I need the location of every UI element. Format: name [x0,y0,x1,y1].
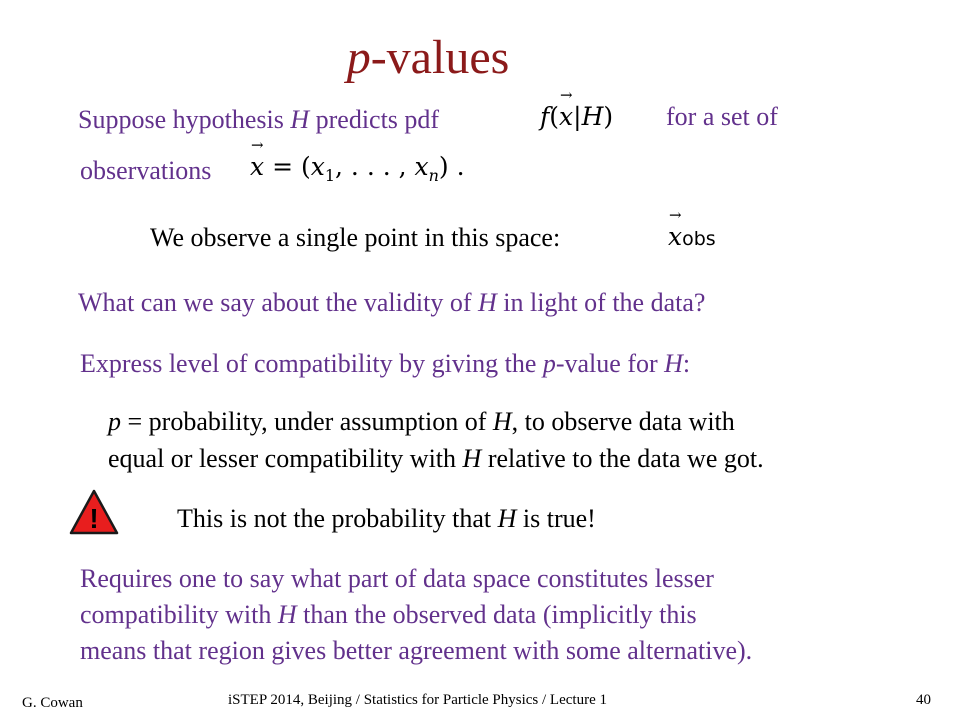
line-observations: observations [80,156,212,185]
line1-trailing: for a set of [666,102,778,131]
express-after: : [682,349,691,378]
pdf-h: H [581,102,604,131]
express-line [80,349,690,379]
requires-line-1: Requires one to say what part of data space constitutes lesser [80,564,714,593]
line-suppose [78,105,439,135]
requires-line-2 [80,600,697,630]
def-p: p [108,407,121,436]
pdf-bar: | [573,102,582,131]
obs-subn: n [428,166,439,185]
warning-line [177,504,596,534]
obs-x1: x [310,152,325,181]
formula-x-obs [668,222,716,251]
req-l2-after: than the observed data (implicitly this [296,600,697,629]
warning-after: is true! [516,504,596,533]
express-before: Express level of compatibility by giving the [80,349,543,378]
footer-course: iSTEP 2014, Beijing / Statistics for Particle Physics / Lecture 1 [228,692,607,708]
def-l2-before: equal or lesser compatibility with [108,444,463,473]
obs-period: . [456,152,465,181]
title-p: p [346,31,371,84]
express-p: p [542,349,556,378]
footer-author: G. Cowan [22,695,83,711]
def-l1-mid: = probability, under assumption of [121,407,493,436]
pdf-close: ) [603,102,614,131]
footer-page-number: 40 [916,692,931,708]
definition-line-1 [108,407,735,437]
xobs-sub: obs [682,228,716,250]
xobs-x: → x [668,222,682,251]
obs-open: ( [300,152,311,181]
question-before: What can we say about the validity of [78,288,478,317]
pdf-x: → x [559,102,573,131]
warning-before: This is not the probability that [177,504,498,533]
req-l2-before: compatibility with [80,600,278,629]
title-suffix: -values [370,31,510,84]
obs-xn: x [414,152,429,181]
warning-h: H [497,504,517,533]
line-observe-point: We observe a single point in this space: [150,223,561,252]
obs-close: ) [438,152,449,181]
def-l2-h: H [462,444,482,473]
formula-pdf [540,102,613,131]
question-after: in light of the data? [496,288,706,317]
line1-h: H [290,105,310,134]
warning-symbol: ! [89,503,99,534]
pdf-f: f [540,102,550,131]
obs-dots: , . . . , [335,152,415,181]
definition-line-2 [108,444,764,474]
obs-x: → x [250,152,264,181]
requires-line-3: means that region gives better agreement with some alternative). [80,636,753,665]
express-mid: -value for [555,349,665,378]
warning-triangle-icon [68,488,120,536]
line1-after: predicts pdf [309,105,440,134]
obs-sub1: 1 [324,166,336,185]
formula-observations [250,152,465,185]
question-h: H [477,288,497,317]
pdf-open: ( [549,102,560,131]
slide-title [0,30,856,85]
express-h: H [664,349,683,378]
question-line [78,288,705,318]
line1-text: Suppose hypothesis [78,105,291,134]
obs-eq: = [272,152,294,181]
def-l1-after: , to observe data with [511,407,735,436]
def-l2-after: relative to the data we got. [481,444,764,473]
req-l2-h: H [277,600,297,629]
def-l1-h: H [492,407,512,436]
